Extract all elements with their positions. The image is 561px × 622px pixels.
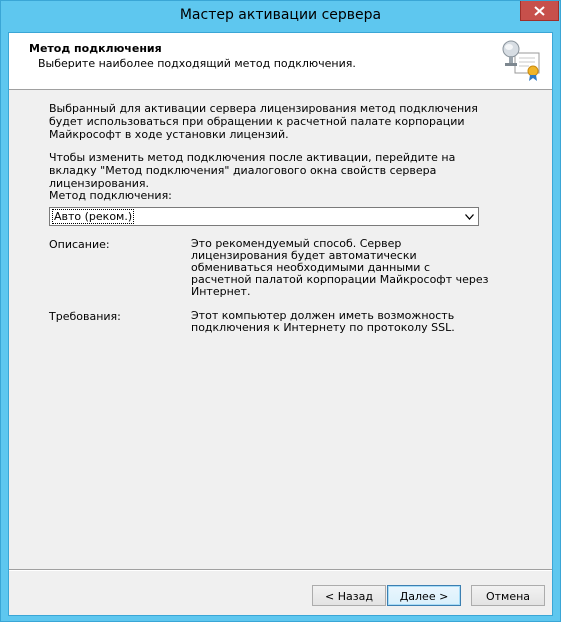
chevron-down-icon[interactable] [461, 208, 478, 225]
certificate-server-icon [499, 39, 543, 83]
requirements-label: Требования: [49, 310, 121, 323]
title-bar[interactable] [1, 1, 560, 32]
close-icon [534, 6, 545, 16]
page-title: Метод подключения [29, 42, 162, 55]
dialog-client-area [8, 32, 553, 616]
connection-method-select[interactable] [49, 207, 479, 226]
wizard-header [9, 33, 552, 90]
description-label: Описание: [49, 238, 110, 251]
description-text: Это рекомендуемый способ. Сервер лицензирования будет автоматически обмениваться необходимыми данными с расчетной палатой корпорации Майкрософт через Интернет. [191, 237, 489, 298]
back-button[interactable]: < Назад [312, 585, 386, 606]
cancel-button[interactable]: Отмена [471, 585, 545, 606]
footer-divider [9, 569, 552, 571]
change-method-paragraph: Чтобы изменить метод подключения после активации, перейдите на вкладку "Метод подключения" диалогового окна свойств сервера лицензирования. [49, 151, 456, 190]
next-button[interactable]: Далее > [387, 585, 461, 606]
page-subtitle: Выберите наиболее подходящий метод подключения. [38, 57, 356, 70]
info-paragraph: Выбранный для активации сервера лицензирования метод подключения будет использоваться при обращении к расчетной палате корпорации Майкрософт в ходе установки лицензий. [49, 102, 478, 141]
requirements-text: Этот компьютер должен иметь возможность подключения к Интернету по протоколу SSL. [191, 309, 455, 334]
close-button[interactable] [520, 1, 559, 21]
connection-method-label: Метод подключения: [49, 189, 172, 202]
connection-method-value: Авто (реком.) [54, 210, 133, 223]
window-title: Мастер активации сервера [179, 7, 382, 23]
